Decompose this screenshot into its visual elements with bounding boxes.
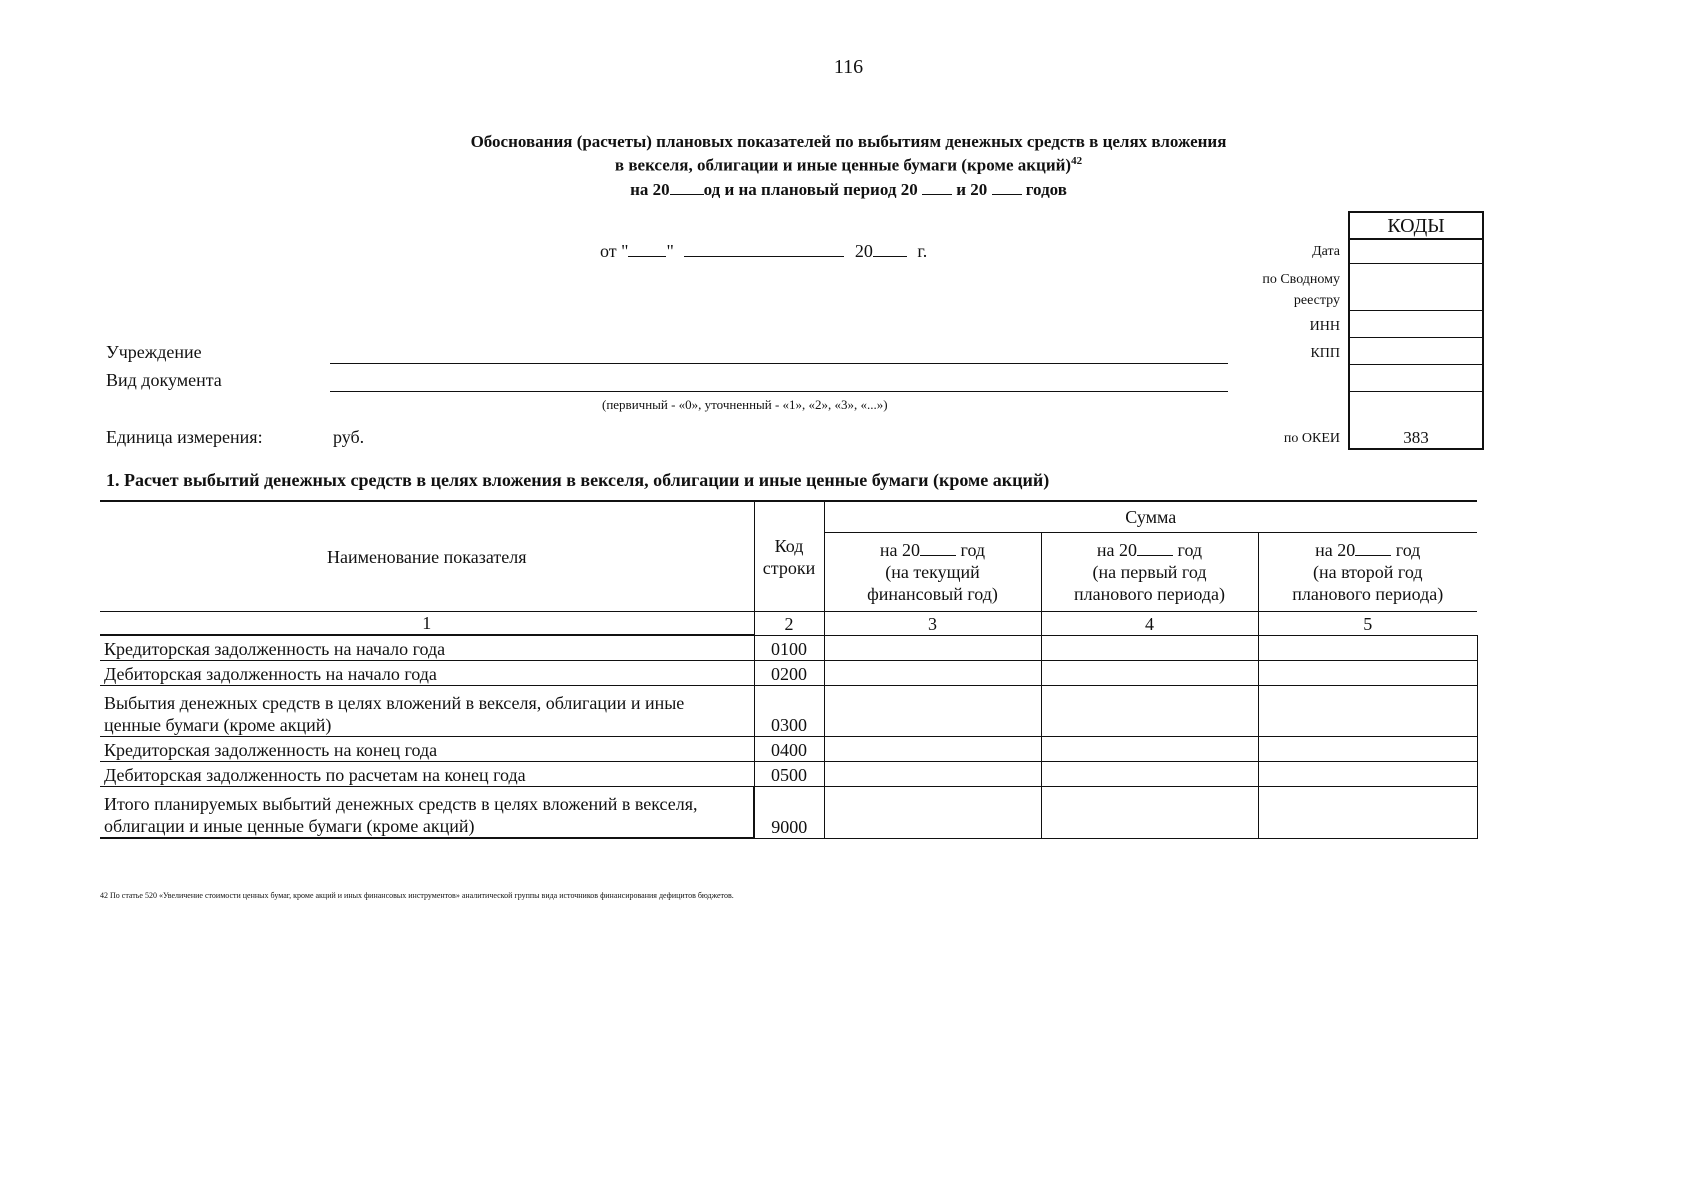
col3-year-blank[interactable] <box>920 540 956 556</box>
row-code: 0100 <box>754 635 824 661</box>
inn-code-label: ИНН <box>1309 319 1340 334</box>
row-code: 9000 <box>754 787 824 839</box>
date-code-cell[interactable] <box>1350 240 1482 264</box>
row-sum-col5[interactable] <box>1258 686 1477 737</box>
row-name: Выбытия денежных средств в целях вложений в векселя, облигации и иные ценные бумаги (кроме акций) <box>100 686 754 737</box>
table-row <box>100 635 1477 661</box>
header-sum: Сумма <box>824 501 1477 533</box>
table-row <box>100 787 1477 839</box>
table-row <box>100 762 1477 787</box>
unit-value: руб. <box>333 427 365 447</box>
page-number: 116 <box>833 56 864 78</box>
row-sum-col4[interactable] <box>1041 686 1258 737</box>
header-code: Код строки <box>754 501 824 612</box>
col4-year-blank[interactable] <box>1137 540 1173 556</box>
row-sum-col4[interactable] <box>1041 762 1258 787</box>
institution-field-line[interactable] <box>330 363 1228 364</box>
colnum-5: 5 <box>1258 612 1477 636</box>
okei-code-label: по ОКЕИ <box>1283 431 1340 446</box>
row-sum-col3[interactable] <box>824 762 1041 787</box>
doc-type-code-cell[interactable] <box>1350 365 1482 392</box>
row-sum-col5[interactable] <box>1258 787 1477 839</box>
calculation-table <box>100 500 1478 839</box>
table-row <box>100 661 1477 686</box>
registry-code-cell[interactable] <box>1350 264 1482 311</box>
plan-year-1-blank[interactable] <box>922 179 952 195</box>
column-numbers-row <box>100 612 1477 636</box>
header-col5: на 20 год (на второй год планового периода) <box>1258 533 1477 612</box>
doc-type-field-line[interactable] <box>330 391 1228 392</box>
header-col3: на 20 год (на текущий финансовый год) <box>824 533 1041 612</box>
document-title-line-2: в векселя, облигации и иные ценные бумаги (кроме акций)$^{42}$ <box>614 155 1083 175</box>
row-sum-col3[interactable] <box>824 787 1041 839</box>
row-code: 0200 <box>754 661 824 686</box>
institution-label: Учреждение <box>106 342 202 362</box>
document-title-line-1: Обоснования (расчеты) плановых показателей по выбытиям денежных средств в целях вложения <box>470 132 1227 151</box>
kpp-code-cell[interactable] <box>1350 338 1482 365</box>
row-code: 0400 <box>754 737 824 762</box>
unit-label: Единица измерения: <box>106 427 263 447</box>
doc-type-label: Вид документа <box>106 370 222 390</box>
month-blank[interactable] <box>684 241 844 257</box>
row-name: Итого планируемых выбытий денежных средств в целях вложений в векселя, облигации и иные ценные бумаги (кроме акций) <box>100 787 754 839</box>
row-name: Дебиторская задолженность на начало года <box>100 661 754 686</box>
inn-code-cell[interactable] <box>1350 311 1482 338</box>
row-sum-col5[interactable] <box>1258 661 1477 686</box>
doc-type-hint: (первичный - «0», уточненный - «1», «2», «3», «...») <box>602 397 888 412</box>
table-row <box>100 686 1477 737</box>
section-title: 1. Расчет выбытий денежных средств в целях вложения в векселя, облигации и иные ценные бумаги (кроме акций) <box>106 470 1050 490</box>
table-row <box>100 737 1477 762</box>
colnum-3: 3 <box>824 612 1041 636</box>
kpp-code-label: КПП <box>1310 346 1340 361</box>
colnum-2: 2 <box>754 612 824 636</box>
date-code-label: Дата <box>1312 244 1340 259</box>
row-sum-col4[interactable] <box>1041 737 1258 762</box>
okei-code-cell[interactable]: 383 <box>1403 428 1429 447</box>
row-sum-col3[interactable] <box>824 661 1041 686</box>
row-sum-col3[interactable] <box>824 635 1041 661</box>
registry-code-label-2: реестру <box>1293 293 1340 308</box>
row-sum-col3[interactable] <box>824 686 1041 737</box>
row-name: Кредиторская задолженность на конец года <box>100 737 754 762</box>
document-title-line-3: на 20 од и на плановый период 20 и 20 годов <box>630 180 1067 199</box>
row-code: 0300 <box>754 686 824 737</box>
row-name: Кредиторская задолженность на начало года <box>100 635 754 661</box>
row-sum-col4[interactable] <box>1041 787 1258 839</box>
date-line: от " " 20 г. <box>600 241 928 261</box>
colnum-4: 4 <box>1041 612 1258 636</box>
row-sum-col5[interactable] <box>1258 737 1477 762</box>
year-blank[interactable] <box>670 179 704 195</box>
footnote: 42 По статье 520 «Увеличение стоимости ценных бумаг, кроме акций и иных финансовых инструментов» аналитической группы вида источников финансирования дефицитов бюджетов. <box>100 891 734 900</box>
table-header-row-1 <box>100 501 1477 533</box>
row-sum-col5[interactable] <box>1258 635 1477 661</box>
row-sum-col4[interactable] <box>1041 635 1258 661</box>
colnum-1: 1 <box>100 612 754 636</box>
row-sum-col3[interactable] <box>824 737 1041 762</box>
registry-code-label-1: по Сводному <box>1262 272 1340 287</box>
col5-year-blank[interactable] <box>1355 540 1391 556</box>
row-sum-col5[interactable] <box>1258 762 1477 787</box>
row-name: Дебиторская задолженность по расчетам на конец года <box>100 762 754 787</box>
header-col4: на 20 год (на первый год планового периода) <box>1041 533 1258 612</box>
plan-year-2-blank[interactable] <box>992 179 1022 195</box>
row-code: 0500 <box>754 762 824 787</box>
day-blank[interactable] <box>628 241 666 257</box>
codes-header: КОДЫ <box>1350 213 1482 240</box>
row-sum-col4[interactable] <box>1041 661 1258 686</box>
footnote-ref: 42 <box>1071 155 1083 167</box>
codes-box <box>1348 211 1484 450</box>
date-year-blank[interactable] <box>873 241 907 257</box>
header-name: Наименование показателя <box>100 501 754 612</box>
